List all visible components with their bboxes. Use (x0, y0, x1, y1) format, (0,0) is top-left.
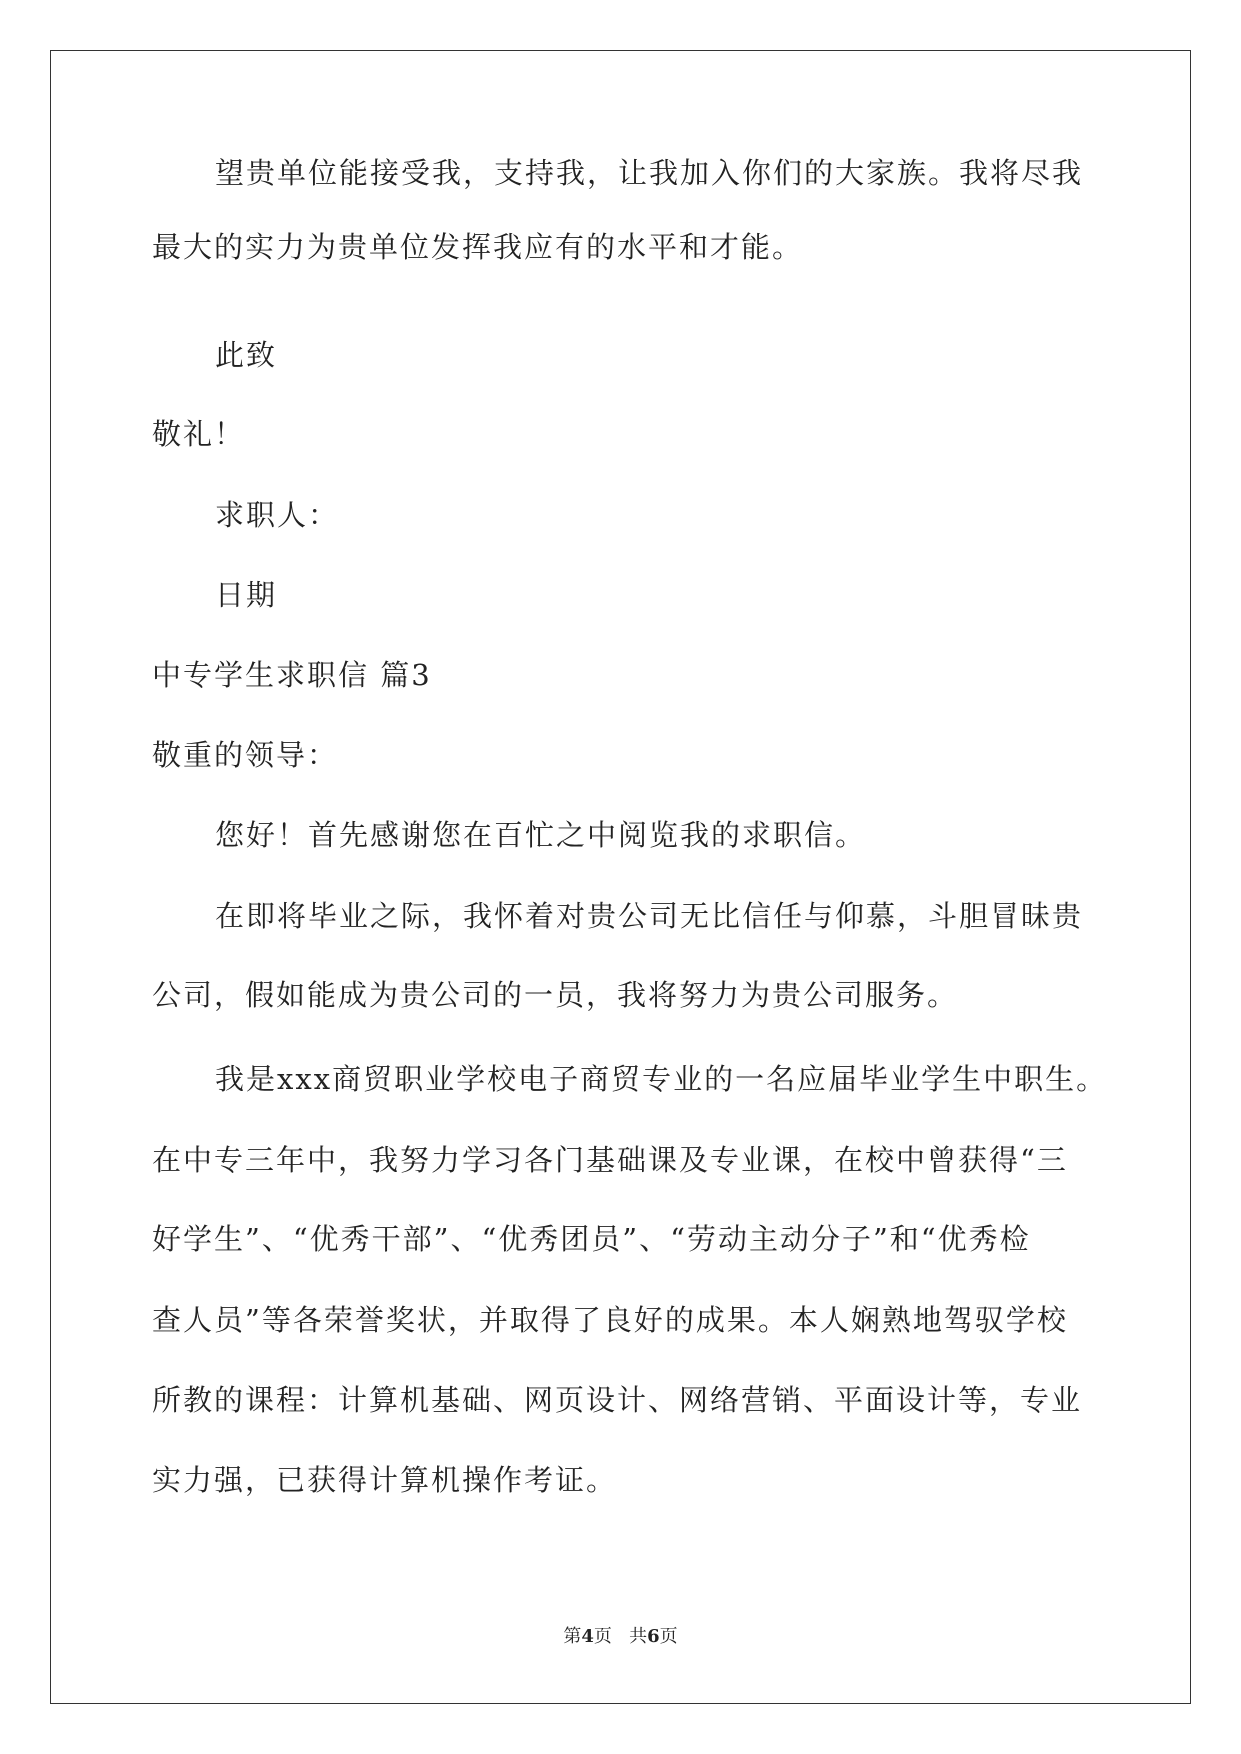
paragraph-line: 查人员”等各荣誉奖状，并取得了良好的成果。本人娴熟地驾驭学校 (152, 1303, 1068, 1337)
paragraph-line: 所教的课程：计算机基础、网页设计、网络营销、平面设计等，专业 (152, 1383, 1083, 1417)
paragraph-line: 我是xxx商贸职业学校电子商贸专业的一名应届毕业学生中职生。 (215, 1062, 1108, 1096)
closing-salutation: 此致 (215, 338, 278, 372)
total-prefix: 共 (629, 1626, 648, 1647)
paragraph-line: 实力强，已获得计算机操作考证。 (152, 1463, 618, 1497)
applicant-label: 求职人： (215, 498, 340, 532)
total-pages: 6 (647, 1626, 660, 1647)
page-prefix: 第 (563, 1626, 582, 1647)
total-suffix: 页 (659, 1626, 678, 1647)
paragraph-line: 好学生”、“优秀干部”、“优秀团员”、“劳动主动分子”和“优秀检 (152, 1222, 1031, 1256)
page-frame (50, 50, 1191, 1704)
paragraph-line: 在即将毕业之际，我怀着对贵公司无比信任与仰慕，斗胆冒昧贵 (215, 899, 1084, 933)
date-label: 日期 (215, 578, 278, 612)
paragraph-line: 公司，假如能成为贵公司的一员，我将努力为贵公司服务。 (152, 978, 959, 1012)
closing-regards: 敬礼！ (152, 417, 246, 451)
page-number: 4 (581, 1626, 594, 1647)
section-heading: 中专学生求职信 篇3 (152, 658, 432, 692)
page-footer (0, 1625, 1241, 1649)
paragraph-line: 在中专三年中，我努力学习各门基础课及专业课，在校中曾获得“三 (152, 1143, 1068, 1177)
paragraph-line: 最大的实力为贵单位发挥我应有的水平和才能。 (152, 230, 804, 264)
paragraph-line: 您好！首先感谢您在百忙之中阅览我的求职信。 (215, 818, 867, 852)
paragraph-line: 望贵单位能接受我，支持我，让我加入你们的大家族。我将尽我 (215, 156, 1084, 190)
greeting: 敬重的领导： (152, 738, 339, 772)
page-suffix: 页 (593, 1626, 612, 1647)
